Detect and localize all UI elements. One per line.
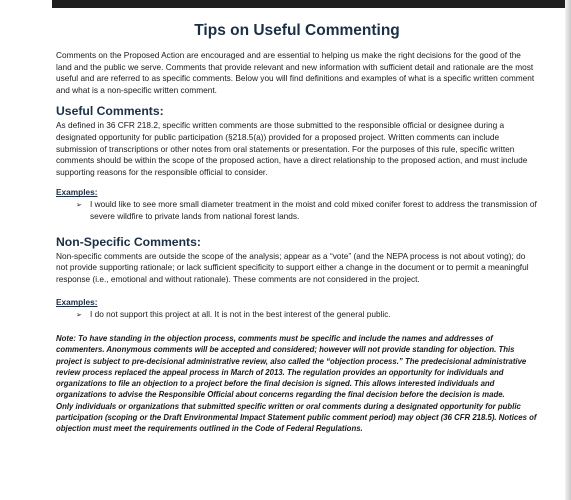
nonspecific-examples-label: Examples: [56,297,98,308]
useful-comments-body: As defined in 36 CFR 218.2, specific written comments are those submitted to the responsible official or designee during a designated opportunity for public participation (§218.5(a)) provided for a proposed project. Written comments can include submission of transcriptions or other notes from oral statements or presentation. For the purposes of this rule, specific written comments should be within the scope of the proposed action, have a direct relationship to the proposed action, and must include supporting reasons for the responsible official to consider. [56,120,528,177]
nonspecific-comments-body: Non-specific comments are outside the scope of the analysis; appear as a “vote” (and the NEPA process is not about voting); do not provide supporting rationale; or lack sufficient specificity to support either a change in the document or to permit a meaningful response (i.e., emotional and without rationale). These comments are not considered in the project. [56,250,529,284]
nonspecific-comments-heading: Non-Specific Comments: [56,234,201,249]
useful-comments-heading: Useful Comments: [56,104,164,119]
intro-paragraph: Comments on the Proposed Action are encouraged and are essential to helping us make the right decisions for the good of the land and the public we serve. Comments that provide relevant and new information with sufficient detail and rationale are the most useful and are referred to as specific comments. Below you will find definitions and examples of what is a specific written comment and what is a non-specific written comment. [56,50,535,95]
useful-example-item [76,199,538,222]
page-edge-shadow [565,0,571,500]
nonspecific-example-text: I do not support this project at all. It is not in the best interest of the general public. [90,309,391,320]
objection-eligibility-note: Only individuals or organizations that submitted specific written or oral comments during a designated opportunity for public participation (scoping or the Draft Environmental Impact Statement public comment period) may object (36 CFR 218.5). Notices of objection must meet the requirements outlined in the Code of Federal Regulations. [56,401,537,434]
top-border-rule [52,0,571,8]
useful-examples-label: Examples: [56,187,98,198]
objection-note: Note: To have standing in the objection process, comments must be specific and include the names and addresses of commenters. Anonymous comments will be accepted and considered; however will not provide standing for objection. This project is subject to pre-decisional administrative review, also called the “objection process.” The predecisional administrative review process replaced the appeal process in March of 2013. The regulation provides an opportunity for individuals and organizations to file an objection to a project before the final decision is signed. This allows interested individuals and organizations to advise the Responsible Official about concerns regarding the final decision before the decision is made. [56,333,527,400]
useful-example-text: I would like to see more small diameter treatment in the moist and cold mixed conifer forest to address the transmission of severe wildfire to private lands from national forest lands. [90,199,537,221]
page-title: Tips on Useful Commenting [194,22,400,39]
nonspecific-example-item [76,309,538,322]
arrow-bullet-icon: ➢ [76,312,82,320]
arrow-bullet-icon: ➢ [76,202,82,210]
document-page [56,22,538,435]
